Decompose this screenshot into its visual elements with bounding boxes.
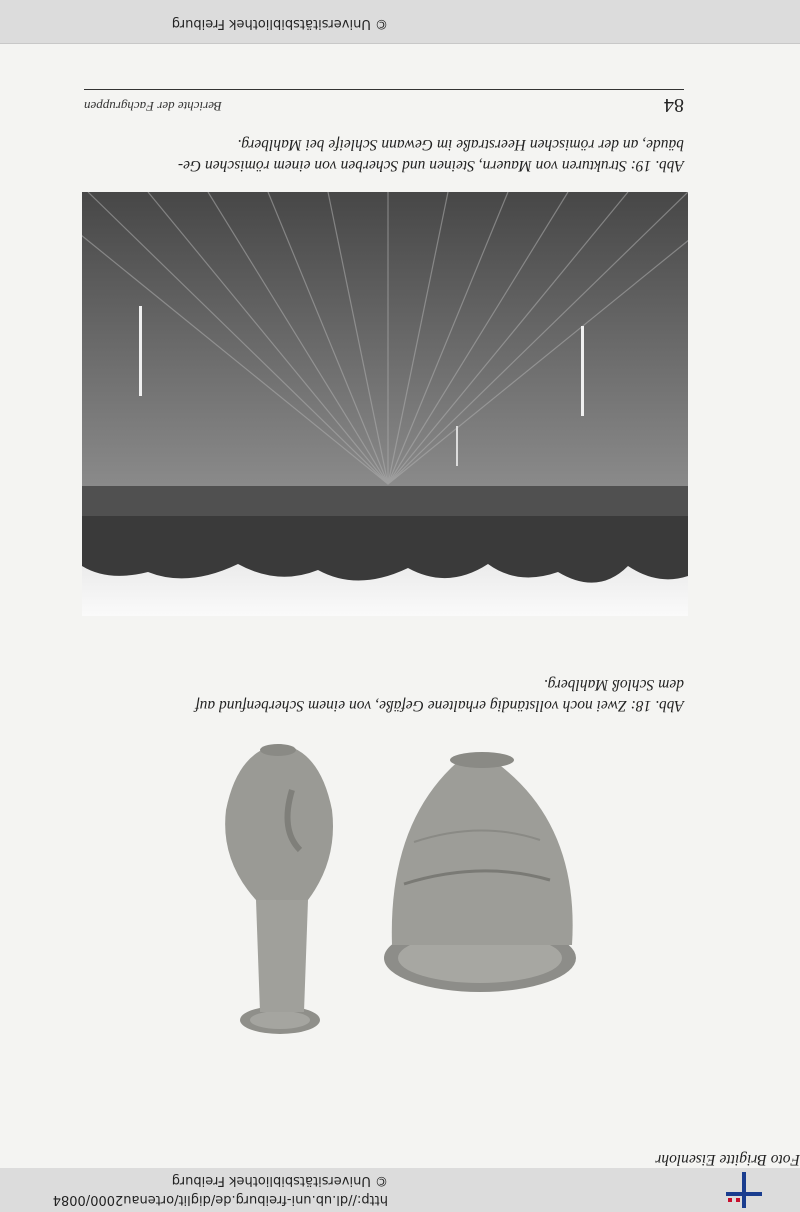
- page-number: 84: [664, 94, 684, 116]
- copyright-notice: © Universitätsbibliothek Freiburg: [171, 1173, 388, 1188]
- field-photo: [82, 192, 688, 616]
- university-logo-icon: [726, 1172, 762, 1208]
- scanned-page: [0, 44, 800, 1168]
- running-head: [84, 89, 684, 120]
- footer-copyright-notice: © Universitätsbibliothek Freiburg: [171, 16, 388, 31]
- document-url-link[interactable]: http://dl.ub.uni-freiburg.de/diglit/ortenau2000/0084: [52, 1192, 388, 1207]
- figure-18-photo-credit: Foto Brigitte Eisenlohr: [655, 1151, 800, 1168]
- figure-18-caption: [74, 674, 684, 716]
- figure-18-caption-line-1: Abb. 18: Zwei noch vollständig erhaltene Gefäße, von einem Scherbenfund auf: [195, 697, 684, 714]
- figure-19-caption-line-2: bäude, an der römischen Heerstraße im Gewann Schleife bei Mahlberg.: [237, 136, 684, 153]
- figure-19-caption: [74, 134, 684, 176]
- running-title: Berichte der Fachgruppen: [84, 99, 222, 114]
- figure-19-caption-line-1: Abb. 19: Strukturen von Mauern, Steinen und Scherben von einem römischen Ge-: [177, 157, 684, 174]
- figure-18-caption-line-2: dem Schloß Mahlberg.: [543, 676, 684, 693]
- vessels-photo: [200, 730, 600, 1050]
- viewer-header-bar: [0, 1167, 800, 1212]
- viewer-footer-bar: [0, 0, 800, 44]
